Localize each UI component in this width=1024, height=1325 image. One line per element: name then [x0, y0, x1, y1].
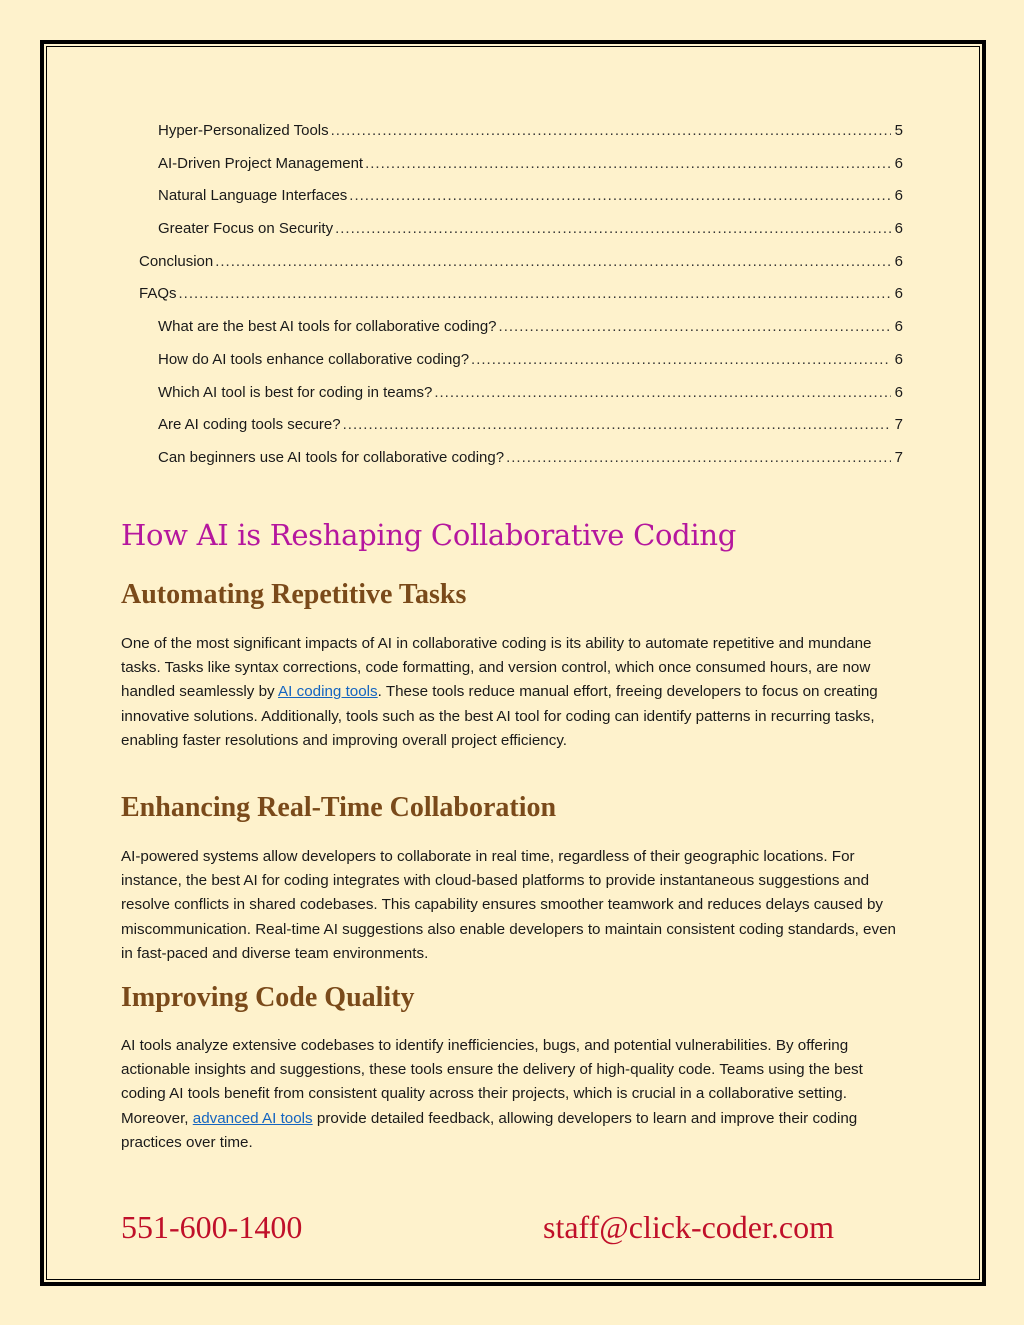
- toc-entry-page: 6: [894, 187, 903, 205]
- toc-leader-dots: [499, 314, 891, 340]
- table-of-contents: [0, 118, 1024, 478]
- toc-entry-label: Can beginners use AI tools for collaborative coding?: [158, 448, 505, 466]
- toc-leader-dots: [179, 281, 891, 307]
- toc-entry-page: 6: [894, 383, 903, 401]
- section-paragraph-realtime: AI-powered systems allow developers to collaborate in real time, regardless of their geographic locations. For instance, the best AI for coding integrates with cloud-based platforms to provide instantaneous suggestions and resolve conflicts in shared codebases. This capability ensures smoother teamwork and reduces delays caused by miscommunication. Real-time AI suggestions also enable developers to maintain consistent coding standards, even in fast-paced and diverse team environments.: [121, 848, 896, 962]
- toc-entry[interactable]: [0, 380, 1024, 413]
- toc-entry[interactable]: [0, 118, 1024, 151]
- toc-entry-label: Natural Language Interfaces: [158, 187, 348, 205]
- toc-leader-dots: [506, 445, 891, 471]
- toc-entry-page: 6: [894, 318, 903, 336]
- toc-entry-page: 6: [894, 350, 903, 368]
- toc-leader-dots: [365, 151, 891, 177]
- toc-entry[interactable]: [0, 281, 1024, 314]
- advanced-ai-tools-link[interactable]: advanced AI tools: [192, 1109, 313, 1127]
- toc-entry[interactable]: [0, 445, 1024, 478]
- toc-leader-dots: [471, 347, 891, 373]
- toc-entry[interactable]: [0, 347, 1024, 380]
- toc-entry[interactable]: [0, 314, 1024, 347]
- toc-entry-label: Are AI coding tools secure?: [158, 416, 341, 434]
- toc-entry-page: 6: [894, 154, 903, 172]
- toc-leader-dots: [331, 118, 891, 144]
- section-paragraph-automating: One of the most significant impacts of AI in collaborative coding is its ability to automate repetitive and mundane tasks. Tasks like syntax corrections, code formatting, and version control, which once consumed hours, are now handled seamlessly by AI coding tools. These tools reduce manual effort, freeing developers to focus on creating innovative solutions. Additionally, tools such as the best AI tool for coding can identify patterns in recurring tasks, enabling faster resolutions and improving overall project efficiency.: [121, 635, 878, 749]
- toc-leader-dots: [215, 249, 891, 275]
- main-heading: How AI is Reshaping Collaborative Coding: [121, 518, 737, 552]
- toc-leader-dots: [343, 412, 891, 438]
- ai-coding-tools-link[interactable]: AI coding tools: [278, 683, 378, 701]
- toc-entry[interactable]: [0, 249, 1024, 282]
- footer-email[interactable]: staff@click-coder.com: [543, 1209, 834, 1245]
- toc-entry-page: 6: [894, 220, 903, 238]
- section-paragraph-quality: AI tools analyze extensive codebases to identify inefficiencies, bugs, and potential vulnerabilities. By offering actionable insights and suggestions, these tools ensure the delivery of high-quality code. Teams using the best coding AI tools benefit from consistent quality across their projects, which is crucial in a collaborative setting. Moreover, advanced AI tools provide detailed feedback, allowing developers to learn and improve their coding practices over time.: [121, 1037, 863, 1151]
- toc-entry[interactable]: [0, 412, 1024, 445]
- toc-entry-label: FAQs: [139, 285, 177, 303]
- toc-leader-dots: [349, 183, 891, 209]
- toc-entry-label: How do AI tools enhance collaborative coding?: [158, 350, 470, 368]
- toc-entry-page: 6: [894, 285, 903, 303]
- toc-entry-label: Greater Focus on Security: [158, 220, 334, 238]
- toc-entry[interactable]: [0, 151, 1024, 184]
- section-heading-quality: Improving Code Quality: [121, 982, 415, 1013]
- toc-entry-label: Which AI tool is best for coding in teams?: [158, 383, 433, 401]
- toc-entry-page: 5: [894, 122, 903, 139]
- toc-entry-label: What are the best AI tools for collaborative coding?: [158, 318, 497, 336]
- toc-entry[interactable]: [0, 216, 1024, 249]
- toc-entry[interactable]: [0, 183, 1024, 216]
- section-heading-automating: Automating Repetitive Tasks: [121, 579, 467, 610]
- toc-entry-page: 7: [894, 416, 903, 434]
- toc-entry-page: 6: [894, 252, 903, 270]
- toc-leader-dots: [335, 216, 891, 242]
- toc-entry-label: Conclusion: [139, 252, 214, 270]
- footer-phone[interactable]: 551-600-1400: [121, 1209, 303, 1245]
- toc-entry-page: 7: [894, 448, 903, 466]
- toc-entry-label: AI-Driven Project Management: [158, 154, 364, 172]
- toc-leader-dots: [434, 380, 891, 406]
- section-heading-realtime: Enhancing Real-Time Collaboration: [121, 792, 557, 823]
- toc-entry-label: Hyper-Personalized Tools: [158, 122, 329, 139]
